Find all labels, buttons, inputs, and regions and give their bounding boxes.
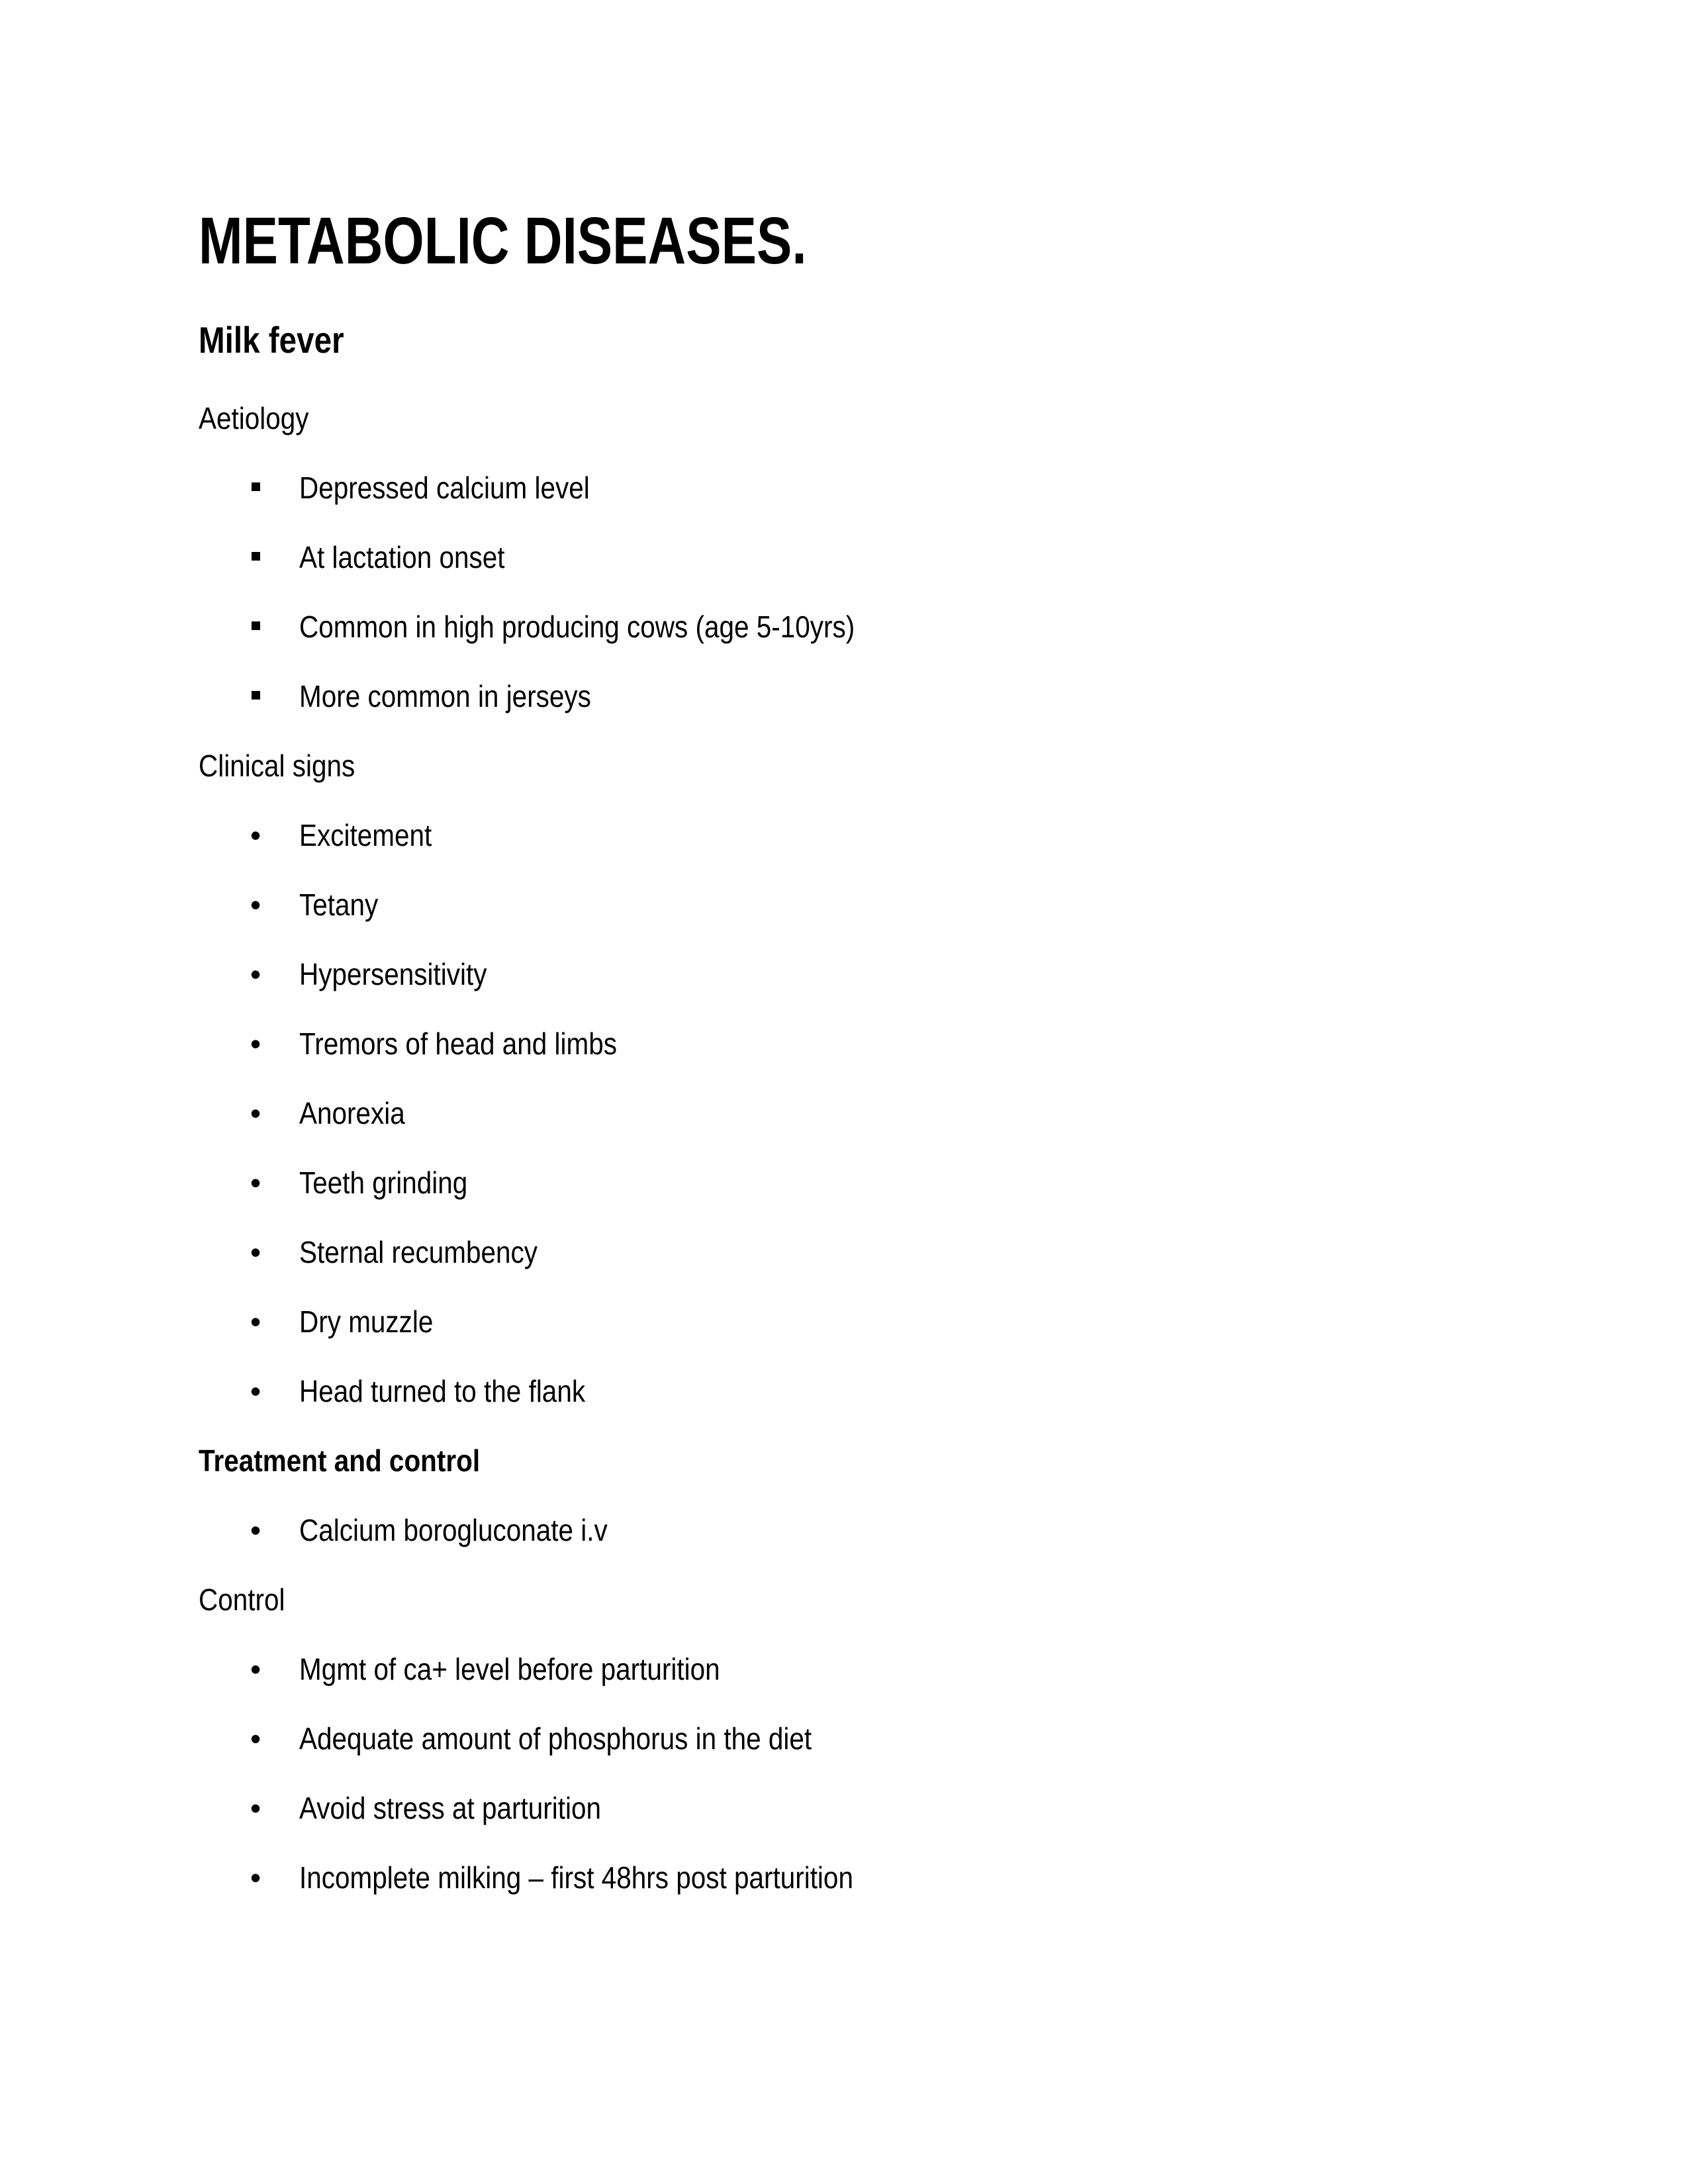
list-item-text: Anorexia	[299, 1096, 405, 1130]
square-bullet-icon	[252, 691, 260, 700]
list-item-text: Teeth grinding	[299, 1165, 468, 1200]
list-item-text: Calcium borogluconate i.v	[299, 1513, 608, 1547]
document-body	[0, 384, 1688, 1913]
subheading-text: Treatment and control	[199, 1443, 481, 1478]
list-item	[0, 523, 1688, 592]
list-item	[0, 1148, 1688, 1218]
list-item-text: Sternal recumbency	[299, 1235, 538, 1269]
bullet-icon: •	[250, 818, 261, 852]
list-item	[0, 453, 1688, 523]
list-item	[0, 1635, 1688, 1704]
list-item	[0, 1218, 1688, 1287]
square-bullet-icon	[252, 482, 260, 491]
subheading-clinical-signs	[0, 731, 1688, 801]
list-item	[0, 1357, 1688, 1426]
square-bullet-icon	[252, 552, 260, 561]
list-item-text: More common in jerseys	[299, 679, 591, 713]
bullet-icon: •	[250, 1096, 261, 1130]
list-item	[0, 1496, 1688, 1565]
bullet-icon: •	[250, 1026, 261, 1061]
list-item-text: Head turned to the flank	[299, 1374, 586, 1408]
list-item-text: Depressed calcium level	[299, 471, 590, 505]
list-item	[0, 1287, 1688, 1357]
list-item-text: Mgmt of ca+ level before parturition	[299, 1652, 720, 1686]
list-item-text: Incomplete milking – first 48hrs post parturition	[299, 1860, 853, 1895]
list-item-text: Common in high producing cows (age 5-10yrs)	[299, 610, 855, 644]
bullet-icon: •	[250, 1791, 261, 1825]
bullet-icon: •	[250, 1235, 261, 1269]
list-item-text: At lactation onset	[299, 540, 505, 574]
section-heading: Milk fever	[199, 319, 344, 361]
bullet-icon: •	[250, 957, 261, 991]
subheading-text: Control	[199, 1582, 285, 1617]
bullet-icon: •	[250, 1513, 261, 1547]
subheading-text: Aetiology	[199, 401, 309, 435]
list-item-text: Tremors of head and limbs	[299, 1026, 617, 1061]
list-item	[0, 1079, 1688, 1148]
list-item	[0, 870, 1688, 940]
document-title: METABOLIC DISEASES.	[199, 204, 807, 278]
list-item-text: Tetany	[299, 887, 379, 922]
list-item-text: Avoid stress at parturition	[299, 1791, 602, 1825]
list-item	[0, 1774, 1688, 1843]
list-item	[0, 801, 1688, 870]
bullet-icon: •	[250, 1304, 261, 1339]
subheading-control	[0, 1565, 1688, 1635]
list-item	[0, 662, 1688, 731]
list-item	[0, 1704, 1688, 1774]
list-item-text: Dry muzzle	[299, 1304, 434, 1339]
list-item-text: Hypersensitivity	[299, 957, 487, 991]
subheading-treatment	[0, 1426, 1688, 1496]
list-item	[0, 1843, 1688, 1913]
list-item-text: Excitement	[299, 818, 432, 852]
list-item	[0, 592, 1688, 662]
subheading-aetiology	[0, 384, 1688, 453]
bullet-icon: •	[250, 887, 261, 922]
bullet-icon: •	[250, 1721, 261, 1756]
list-item-text: Adequate amount of phosphorus in the diet	[299, 1721, 812, 1756]
list-item	[0, 1009, 1688, 1079]
bullet-icon: •	[250, 1652, 261, 1686]
bullet-icon: •	[250, 1165, 261, 1200]
bullet-icon: •	[250, 1860, 261, 1895]
bullet-icon: •	[250, 1374, 261, 1408]
list-item	[0, 940, 1688, 1009]
subheading-text: Clinical signs	[199, 749, 355, 783]
square-bullet-icon	[252, 621, 260, 630]
